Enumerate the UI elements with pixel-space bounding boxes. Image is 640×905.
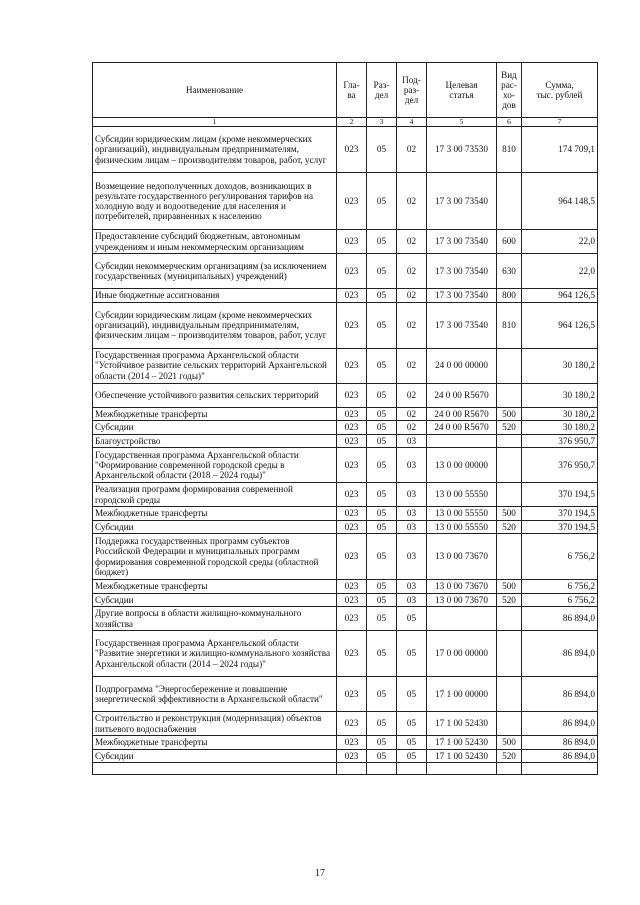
- row-chapter-cell: 023: [337, 677, 367, 712]
- row-target-cell: 24 0 00 R5670: [427, 421, 497, 435]
- row-section-cell: 05: [367, 736, 397, 750]
- row-target-cell: 17 1 00 52430: [427, 712, 497, 736]
- row-subsection-cell: 03: [397, 434, 427, 448]
- row-amount-cell: 86 894,0: [522, 677, 598, 712]
- column-number: 1: [93, 118, 337, 127]
- row-subsection-cell: 03: [397, 483, 427, 507]
- row-chapter-cell: 023: [337, 736, 367, 750]
- row-name-cell: Субсидии юридическим лицам (кроме некоммерческих организаций), индивидуальным предпринимателям, физическим лицам – производителям товаров, работ, услуг: [93, 302, 337, 348]
- row-chapter-cell: 023: [337, 712, 367, 736]
- row-amount-cell: 964 126,5: [522, 302, 598, 348]
- row-name-cell: Субсидии: [93, 520, 337, 534]
- row-subsection-cell: 03: [397, 507, 427, 521]
- row-amount-cell: 86 894,0: [522, 749, 598, 763]
- row-chapter-cell: 023: [337, 580, 367, 594]
- row-subsection-cell: 03: [397, 448, 427, 483]
- row-section-cell: 05: [367, 289, 397, 303]
- empty-cell: [367, 763, 397, 775]
- row-name-cell: Субсидии: [93, 593, 337, 607]
- row-chapter-cell: 023: [337, 383, 367, 407]
- row-subsection-cell: 03: [397, 534, 427, 580]
- column-number: 6: [497, 118, 522, 127]
- row-chapter-cell: 023: [337, 434, 367, 448]
- row-subsection-cell: 03: [397, 593, 427, 607]
- row-target-cell: 17 3 00 73540: [427, 302, 497, 348]
- row-chapter-cell: 023: [337, 483, 367, 507]
- empty-cell: [497, 763, 522, 775]
- empty-cell: [397, 763, 427, 775]
- row-chapter-cell: 023: [337, 302, 367, 348]
- row-section-cell: 05: [367, 677, 397, 712]
- row-amount-cell: 376 950,7: [522, 434, 598, 448]
- row-chapter-cell: 023: [337, 534, 367, 580]
- row-section-cell: 05: [367, 254, 397, 289]
- row-chapter-cell: 023: [337, 407, 367, 421]
- empty-row: [93, 763, 598, 775]
- row-expense-type-cell: 520: [497, 520, 522, 534]
- row-name-cell: Субсидии: [93, 421, 337, 435]
- row-target-cell: 13 0 00 55550: [427, 520, 497, 534]
- row-amount-cell: 174 709,1: [522, 127, 598, 173]
- row-section-cell: 05: [367, 593, 397, 607]
- row-amount-cell: 964 148,5: [522, 173, 598, 230]
- row-amount-cell: 370 194,5: [522, 507, 598, 521]
- row-name-cell: Благоустройство: [93, 434, 337, 448]
- row-expense-type-cell: [497, 483, 522, 507]
- row-chapter-cell: 023: [337, 173, 367, 230]
- row-target-cell: 17 3 00 73540: [427, 173, 497, 230]
- row-expense-type-cell: 520: [497, 749, 522, 763]
- row-target-cell: 24 0 00 R5670: [427, 407, 497, 421]
- row-chapter-cell: 023: [337, 254, 367, 289]
- row-section-cell: 05: [367, 230, 397, 254]
- row-amount-cell: 370 194,5: [522, 520, 598, 534]
- row-name-cell: Поддержка государственных программ субъектов Российской Федерации и муниципальных программ формирования современной городской среды (областной бюджет): [93, 534, 337, 580]
- table-row: [93, 677, 598, 712]
- table-row: [93, 534, 598, 580]
- row-name-cell: Межбюджетные трансферты: [93, 580, 337, 594]
- column-number: 4: [397, 118, 427, 127]
- row-amount-cell: 6 756,2: [522, 580, 598, 594]
- header-name: Наименование: [93, 63, 337, 118]
- table-row: [93, 434, 598, 448]
- row-amount-cell: 30 180,2: [522, 407, 598, 421]
- header-chapter: Гла- ва: [337, 63, 367, 118]
- table-body: [93, 127, 598, 775]
- row-amount-cell: 964 126,5: [522, 289, 598, 303]
- row-amount-cell: 6 756,2: [522, 534, 598, 580]
- row-target-cell: 13 0 00 00000: [427, 448, 497, 483]
- table-row: [93, 483, 598, 507]
- row-expense-type-cell: 500: [497, 507, 522, 521]
- table-row: [93, 302, 598, 348]
- row-section-cell: 05: [367, 173, 397, 230]
- row-section-cell: 05: [367, 348, 397, 383]
- table-row: [93, 712, 598, 736]
- row-chapter-cell: 023: [337, 593, 367, 607]
- row-target-cell: 13 0 00 55550: [427, 507, 497, 521]
- row-name-cell: Субсидии юридическим лицам (кроме некоммерческих организаций), индивидуальным предпринимателям, физическим лицам – производителям товаров, работ, услуг: [93, 127, 337, 173]
- row-amount-cell: 370 194,5: [522, 483, 598, 507]
- row-target-cell: 24 0 00 R5670: [427, 383, 497, 407]
- row-amount-cell: 86 894,0: [522, 736, 598, 750]
- row-target-cell: 17 3 00 73540: [427, 289, 497, 303]
- row-name-cell: Межбюджетные трансферты: [93, 736, 337, 750]
- row-expense-type-cell: [497, 607, 522, 631]
- row-target-cell: 17 1 00 52430: [427, 736, 497, 750]
- row-subsection-cell: 05: [397, 607, 427, 631]
- column-numbers-row: [93, 118, 598, 127]
- row-expense-type-cell: [497, 631, 522, 677]
- header-subsection: Под- раз- дел: [397, 63, 427, 118]
- row-chapter-cell: 023: [337, 289, 367, 303]
- row-section-cell: 05: [367, 580, 397, 594]
- row-subsection-cell: 05: [397, 712, 427, 736]
- row-target-cell: 17 3 00 73540: [427, 230, 497, 254]
- header-target-article: Целевая статья: [427, 63, 497, 118]
- row-amount-cell: 6 756,2: [522, 593, 598, 607]
- row-expense-type-cell: [497, 348, 522, 383]
- row-name-cell: Другие вопросы в области жилищно-коммунального хозяйства: [93, 607, 337, 631]
- column-number: 2: [337, 118, 367, 127]
- row-target-cell: 17 1 00 00000: [427, 677, 497, 712]
- row-target-cell: 13 0 00 73670: [427, 593, 497, 607]
- header-amount: Сумма, тыс. рублей: [522, 63, 598, 118]
- row-amount-cell: 22,0: [522, 254, 598, 289]
- row-chapter-cell: 023: [337, 127, 367, 173]
- table-row: [93, 230, 598, 254]
- row-name-cell: Межбюджетные трансферты: [93, 407, 337, 421]
- row-subsection-cell: 02: [397, 421, 427, 435]
- row-name-cell: Реализация программ формирования современной городской среды: [93, 483, 337, 507]
- row-expense-type-cell: [497, 383, 522, 407]
- table-row: [93, 520, 598, 534]
- empty-cell: [427, 763, 497, 775]
- empty-cell: [93, 763, 337, 775]
- row-amount-cell: 30 180,2: [522, 383, 598, 407]
- row-chapter-cell: 023: [337, 520, 367, 534]
- table-row: [93, 593, 598, 607]
- row-expense-type-cell: [497, 677, 522, 712]
- row-section-cell: 05: [367, 302, 397, 348]
- table-row: [93, 383, 598, 407]
- row-name-cell: Возмещение недополученных доходов, возникающих в результате государственного регулирования тарифов на холодную воду и водоотведение для населения и потребителей, приравненных к населению: [93, 173, 337, 230]
- row-expense-type-cell: [497, 534, 522, 580]
- row-expense-type-cell: 500: [497, 580, 522, 594]
- table-row: [93, 407, 598, 421]
- row-name-cell: Иные бюджетные ассигнования: [93, 289, 337, 303]
- row-subsection-cell: 02: [397, 254, 427, 289]
- row-section-cell: 05: [367, 712, 397, 736]
- row-target-cell: [427, 434, 497, 448]
- row-target-cell: 13 0 00 73670: [427, 534, 497, 580]
- table-row: [93, 448, 598, 483]
- table-row: [93, 736, 598, 750]
- row-name-cell: Предоставление субсидий бюджетным, автономным учреждениям и иным некоммерческим организациям: [93, 230, 337, 254]
- row-expense-type-cell: 810: [497, 127, 522, 173]
- row-name-cell: Государственная программа Архангельской области "Развитие энергетики и жилищно-коммунального хозяйства Архангельской области (2014 – 2024 годы)": [93, 631, 337, 677]
- row-amount-cell: 86 894,0: [522, 712, 598, 736]
- row-amount-cell: 86 894,0: [522, 631, 598, 677]
- row-section-cell: 05: [367, 631, 397, 677]
- row-expense-type-cell: 600: [497, 230, 522, 254]
- row-name-cell: Государственная программа Архангельской области "Устойчивое развитие сельских территорий Архангельской области (2014 – 2021 годы)": [93, 348, 337, 383]
- row-subsection-cell: 02: [397, 348, 427, 383]
- row-expense-type-cell: [497, 434, 522, 448]
- row-expense-type-cell: 520: [497, 593, 522, 607]
- row-expense-type-cell: 500: [497, 407, 522, 421]
- page-number: 17: [315, 868, 325, 879]
- row-target-cell: 17 0 00 00000: [427, 631, 497, 677]
- row-subsection-cell: 02: [397, 289, 427, 303]
- row-subsection-cell: 05: [397, 736, 427, 750]
- row-target-cell: [427, 607, 497, 631]
- table-row: [93, 127, 598, 173]
- row-section-cell: 05: [367, 749, 397, 763]
- table-row: [93, 580, 598, 594]
- row-target-cell: 13 0 00 73670: [427, 580, 497, 594]
- row-expense-type-cell: [497, 448, 522, 483]
- row-section-cell: 05: [367, 520, 397, 534]
- table-row: [93, 607, 598, 631]
- row-chapter-cell: 023: [337, 421, 367, 435]
- row-section-cell: 05: [367, 448, 397, 483]
- row-expense-type-cell: 500: [497, 736, 522, 750]
- row-section-cell: 05: [367, 127, 397, 173]
- table-row: [93, 254, 598, 289]
- row-expense-type-cell: [497, 712, 522, 736]
- table-row: [93, 749, 598, 763]
- row-name-cell: Субсидии: [93, 749, 337, 763]
- row-subsection-cell: 02: [397, 383, 427, 407]
- row-name-cell: Межбюджетные трансферты: [93, 507, 337, 521]
- row-section-cell: 05: [367, 434, 397, 448]
- row-name-cell: Субсидии некоммерческим организациям (за исключением государственных (муниципальных) учреждений): [93, 254, 337, 289]
- header-section: Раз- дел: [367, 63, 397, 118]
- row-chapter-cell: 023: [337, 507, 367, 521]
- empty-cell: [522, 763, 598, 775]
- row-amount-cell: 376 950,7: [522, 448, 598, 483]
- row-subsection-cell: 02: [397, 127, 427, 173]
- row-section-cell: 05: [367, 507, 397, 521]
- row-section-cell: 05: [367, 383, 397, 407]
- row-subsection-cell: 02: [397, 302, 427, 348]
- header-expense-type: Вид рас- хо- дов: [497, 63, 522, 118]
- row-subsection-cell: 03: [397, 580, 427, 594]
- row-name-cell: Подпрограмма "Энергосбережение и повышение энергетической эффективности в Архангельской области": [93, 677, 337, 712]
- row-name-cell: Обеспечение устойчивого развития сельских территорий: [93, 383, 337, 407]
- header-row: [93, 63, 598, 118]
- row-target-cell: 24 0 00 00000: [427, 348, 497, 383]
- row-subsection-cell: 03: [397, 520, 427, 534]
- row-chapter-cell: 023: [337, 749, 367, 763]
- row-expense-type-cell: 800: [497, 289, 522, 303]
- row-section-cell: 05: [367, 407, 397, 421]
- row-subsection-cell: 02: [397, 407, 427, 421]
- row-expense-type-cell: [497, 173, 522, 230]
- row-target-cell: 17 3 00 73540: [427, 254, 497, 289]
- row-amount-cell: 30 180,2: [522, 348, 598, 383]
- row-expense-type-cell: 630: [497, 254, 522, 289]
- row-section-cell: 05: [367, 483, 397, 507]
- column-number: 3: [367, 118, 397, 127]
- row-subsection-cell: 02: [397, 230, 427, 254]
- table-row: [93, 631, 598, 677]
- table-row: [93, 289, 598, 303]
- row-chapter-cell: 023: [337, 230, 367, 254]
- row-section-cell: 05: [367, 421, 397, 435]
- row-amount-cell: 86 894,0: [522, 607, 598, 631]
- table-row: [93, 507, 598, 521]
- row-chapter-cell: 023: [337, 448, 367, 483]
- row-section-cell: 05: [367, 607, 397, 631]
- row-section-cell: 05: [367, 534, 397, 580]
- row-chapter-cell: 023: [337, 348, 367, 383]
- table-row: [93, 421, 598, 435]
- table-row: [93, 173, 598, 230]
- row-subsection-cell: 05: [397, 631, 427, 677]
- row-name-cell: Строительство и реконструкция (модернизация) объектов питьевого водоснабжения: [93, 712, 337, 736]
- row-expense-type-cell: 810: [497, 302, 522, 348]
- column-number: 7: [522, 118, 598, 127]
- row-chapter-cell: 023: [337, 631, 367, 677]
- row-amount-cell: 30 180,2: [522, 421, 598, 435]
- row-chapter-cell: 023: [337, 607, 367, 631]
- row-subsection-cell: 05: [397, 677, 427, 712]
- row-subsection-cell: 02: [397, 173, 427, 230]
- row-target-cell: 17 1 00 52430: [427, 749, 497, 763]
- empty-cell: [337, 763, 367, 775]
- row-subsection-cell: 05: [397, 749, 427, 763]
- row-amount-cell: 22,0: [522, 230, 598, 254]
- column-number: 5: [427, 118, 497, 127]
- row-target-cell: 13 0 00 55550: [427, 483, 497, 507]
- budget-table: [92, 62, 598, 775]
- row-target-cell: 17 3 00 73530: [427, 127, 497, 173]
- table-row: [93, 348, 598, 383]
- row-name-cell: Государственная программа Архангельской области "Формирование современной городской среды в Архангельской области (2018 – 2024 годы)": [93, 448, 337, 483]
- row-expense-type-cell: 520: [497, 421, 522, 435]
